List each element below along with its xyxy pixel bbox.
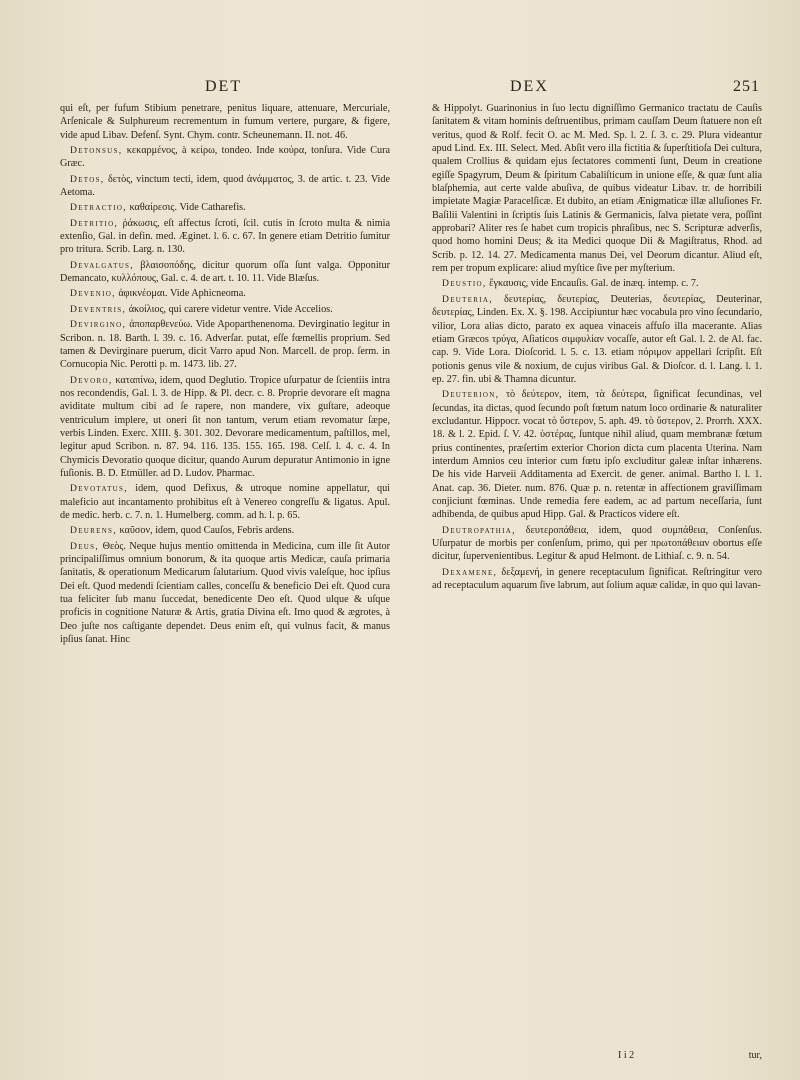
dictionary-entry	[60, 318, 390, 371]
entry-headword: Detonsus,	[70, 145, 123, 157]
dictionary-entry	[432, 524, 762, 564]
entry-text: ἀφικνέομαι. Vide Aphicneoma.	[118, 288, 246, 300]
entry-headword: Deuterion,	[442, 389, 500, 401]
entry-text: κεκαρμένος, à κείρω, tondeo. Inde κούρα, tonſura. Vide Cura Græc.	[60, 145, 390, 170]
entry-headword: Deuteria,	[442, 293, 493, 305]
dictionary-entry	[60, 524, 390, 537]
entry-headword: Devotatus,	[70, 483, 128, 495]
running-head	[70, 78, 760, 100]
entry-headword: Devirgino,	[70, 319, 127, 331]
page-number: 251	[733, 78, 760, 95]
dictionary-entry	[60, 102, 390, 142]
dictionary-entry	[60, 259, 390, 286]
catchword: tur,	[748, 1050, 762, 1061]
entry-text: ῥάκωσις, eſt affectus ſcroti, ſcil. cutis in ſcroto multa & nimia extenſio, Gal. in defin. med. Æginet. l. 6. c. 67. In genere etiam Detritio ſumitur pro tritura. Scrib. Larg. n. 130.	[60, 217, 390, 256]
entry-headword: Detos,	[70, 173, 105, 185]
entry-text: ἀποπαρθενεύω. Vide Apoparthenenoma. Devirginatio legitur in Scribon. n. 18. Barth. l. 39. c. 16. Adverſar. putat, eſſe fœmellis proprium. Sed tamen & Devirginare puerum, dicit Varro apud Non. Marcell. de prop. ſerm. in Cornucopia Nic. Perotti p. m. 1473. lib. 27.	[60, 319, 390, 371]
entry-headword: Deutropathia,	[442, 524, 516, 536]
dictionary-entry	[60, 217, 390, 257]
entry-text: καθαίρεσις. Vide Catharefis.	[129, 202, 246, 214]
entry-text: ἔγκαυσις, vide Encauſis. Gal. de inæq. intemp. c. 7.	[489, 278, 699, 290]
entry-text: δευτεροπάθεια, idem, quod συμπάθεια, Conſenſus. Uſurpatur de morbis per conſenſum, primo, qui per πρωτοπάθειαν obortus eſſe dicitur, ſupervenientibus. Legitur & apud Helmont. de Lithiaſ. c. 9. n. 54.	[432, 524, 762, 563]
dictionary-entry	[60, 287, 390, 300]
entry-text: Θεὸς. Neque hujus mentio omittenda in Medicina, cum ille ſit Autor principaliſſimus omnium bonorum, & ita quoque artis Medicæ, cauſa primaria ſanitatis, & operationum Medicarum ſalutarium. Quod vivis valeſque, hoc ipſius Dei eſt. Quod medendi ſcientiam calles, conceſſu & beneficio Dei eſt. Quod cura tua feliciter ſub manu ſuccedat, benedicente Deo eſt. Quod ulque & uſque proficis in cognitione Naturæ & Artis, gratia Divina eſt. Imo quod & ægrotes, à Deo juſte nos caſtigante dependet. Deus enim eſt, qui vulnus facit, & manus ipſius ſanat. Hinc	[60, 540, 390, 646]
entry-text: βλαισοπόδης, dicitur quorum oſſa ſunt valga. Opponitur Demancato, κυλλόπους, Gal. c. 4. de art. t. 10. 11. Vide Blæſus.	[60, 259, 390, 285]
entry-headword: Deus,	[70, 540, 100, 552]
dictionary-entry	[60, 144, 390, 171]
entry-headword: Devenio,	[70, 288, 116, 300]
entry-headword: Dexamene,	[442, 566, 498, 578]
signature-mark: I i 2	[618, 1050, 635, 1061]
entry-text: δετὸς, vinctum tecti, idem, quod ἀνάμματος, 3. de artic. t. 23. Vide Aetoma.	[60, 173, 390, 199]
dictionary-entry	[60, 201, 390, 214]
entry-headword: Detractio,	[70, 202, 127, 214]
dictionary-entry	[60, 173, 390, 200]
running-head-right: DEX	[510, 78, 549, 95]
entry-headword: Detritio,	[70, 217, 119, 229]
left-column	[60, 102, 390, 1052]
entry-text: qui eſt, per fufum Stibium penetrare, penitus liquare, attenuare, Mercuriale, Arſenicale & Sulphureum recrementum in fumum vertere, purgare, & figere, vide apud Libav. Defenſ. Synt. Chym. contr. Scheunemann. II. not. 46.	[60, 103, 390, 141]
entry-headword: Deventris,	[70, 303, 127, 315]
right-column	[432, 102, 762, 1052]
entry-headword: Devoro,	[70, 374, 113, 386]
entry-text: idem, quod Defixus, & utroque nomine appellatur, qui maleficio aut incantamento prohibitus eſt à Venereo congreſſu & ligatus. Apul. de medic. herb. c. 7. n. 1. Humelberg. comm. ad h. l. p. 65.	[60, 483, 390, 521]
dictionary-entry	[432, 102, 762, 275]
entry-text: δευτερίας, δευτερίας, Deuterias, δευτερίας, Deuterinar, δευτερίας, Linden. Ex. X. §. 198. Accipiuntur hæc vocabula pro vino ſecundario, vilior, Lora alias dicto, parato ex aquea vinaceis affuſo illa macerante. Alias etiam Græcos τρύγα, Aſiaticos σιμφυλίαν vocaſſe, autor eſt Gal. l. 2. de Al. fac. cap. 9. Vide Lora. Dioſcorid. l. 5. c. 13. etiam πόριμον appellari ſcripſit. Eſt potionis genus vile & noxium, de cujus viribus Gal. & Dioſcor. d. l. Lang. l. 1. ep. 27. fin. ubi & Thamna dicuntur.	[432, 293, 762, 385]
entry-headword: Deurens,	[70, 525, 117, 537]
entry-text: καῦσον, idem, quod Cauſos, Febris ardens.	[119, 525, 295, 537]
dictionary-entry	[432, 566, 762, 593]
running-head-left: DET	[205, 78, 243, 95]
entry-headword: Devalgatus,	[70, 259, 134, 271]
dictionary-entry	[60, 374, 390, 481]
entry-text: ἀκοίλιος, qui carere videtur ventre. Vide Accelios.	[128, 303, 333, 315]
catchline	[432, 1050, 762, 1064]
entry-text: τὸ δεύτερον, item, τὰ δεύτερα, ſignificat ſecundinas, vel ſecundas, ita dictas, quod ſecundo poſt fœtum natum loco ordinarie & naturaliter excludantur. Hippocr. vocat τὸ ὕστερον, 5. aph. 49. τὸ ὕστερον, 2. Prorrh. XXX. 18. & l. 2. Epid. ſ. V. 42. ὑστέρας, ſuntque nihil aliud, quam membranæ fœtum prius continentes, præſertim exterior Chorion dicta cum placenta Uterina. Nam interdum Amnios ceu interior cum fœtu ipſo excluditur galeæ inſtar inhærens. De his vide Harveii Additamenta ad Exercit. de gener. animal. Bartho l. l. 1. Anat. cap. 36. Dieter. num. 876. Quæ p. n. retentæ in affectionem graviſſimam conjiciunt fœminas. Unde remedia fere eadem, ac ad partum neceſſaria, ſunt adhibenda, de quibus apud Hipp. Gal. & Practicos videre eſt.	[432, 389, 762, 521]
dictionary-entry	[432, 277, 762, 290]
dictionary-entry	[60, 482, 390, 522]
dictionary-entry	[432, 388, 762, 521]
entry-text: δεξαμενή, in genere receptaculum ſignificat. Reſtringitur vero ad receptaculum aquarum ſive labrum, aut ſolium aquæ calidæ, in quo qui lavan-	[432, 566, 762, 592]
dictionary-entry	[60, 303, 390, 316]
entry-headword: Deustio,	[442, 278, 487, 290]
dictionary-entry	[60, 540, 390, 647]
entry-text: & Hippolyt. Guarinonius in ſuo lectu digniſſimo Germanico tractatu de Cauſis ſanitatem & vitam hominis deſtruentibus, primam cauſſam Deum ſtatuere non eſt veritus, quod & Rolf. fecit O. ac M. Med. Sp. l. 2. ſ. 3. c. 29. Plura videantur apud Lind. Ex. III. Select. Med. Abſit vero illa fictitia & ſuperſtitioſa Dei cultura, qualem Crollius & quidam ejus ſectatores commenti ſunt, Deum in creatione egiſſe Spagyrum, Deum & ſpiritum Cabaliſticum in unione eſſe, & quæ ſunt alia blaſphemia, aut certe valde abuſiva, de quibus videatur Libav. tr. de horribili impietate Magiæ Paracelſicæ. Et dubito, an etiam Ænigmaticæ illæ alluſiones Fr. Baſilii Valentini in ſcriptis ſuis Latinis & Germanicis, ſalva pietate vera, poſſint approbari? Aliter res ſe habet cum tropicis phraſibus, nec S. Scripturæ adverſis, quod homo homini Deus; & ita Medici quoque Dii & Magiſtratus, Rhod. ad Scrib. p. 12. 14. 27. Medicamenta manus Dei, vel Deorum dicantur. Aliud eſt, rem per tropum explicare: aliud myſtice ſive per myſterium.	[432, 103, 762, 275]
dictionary-entry	[432, 293, 762, 386]
entry-text: καταπίνω, idem, quod Deglutio. Tropice uſurpatur de ſcientiis intra nos recondendis, Gal. l. 3. de Hipp. & Pl. decr. c. 8. Proprie devorare eſt magna aviditate multum cibi ad ſe rapere, non mandere, vix guſtare, adeoque ventriculum implere, ut oneri ſit non tantum, verum etiam revomatur ſæpe, verbis Linden. Exerc. XIII. §. 301. 302. Devorare medicamentum, paſtillos, mel, legitur apud Scribon. n. 87. 94. 116. 135. 155. 165. 198. Celſ. l. 4. c. 4. In Chymicis Devoratio quoque dicitur, quando Aurum depuratur Antimonio in igne fuſionis. B. D. Etmüller. ad D. Ludov. Pharmac.	[60, 374, 390, 479]
